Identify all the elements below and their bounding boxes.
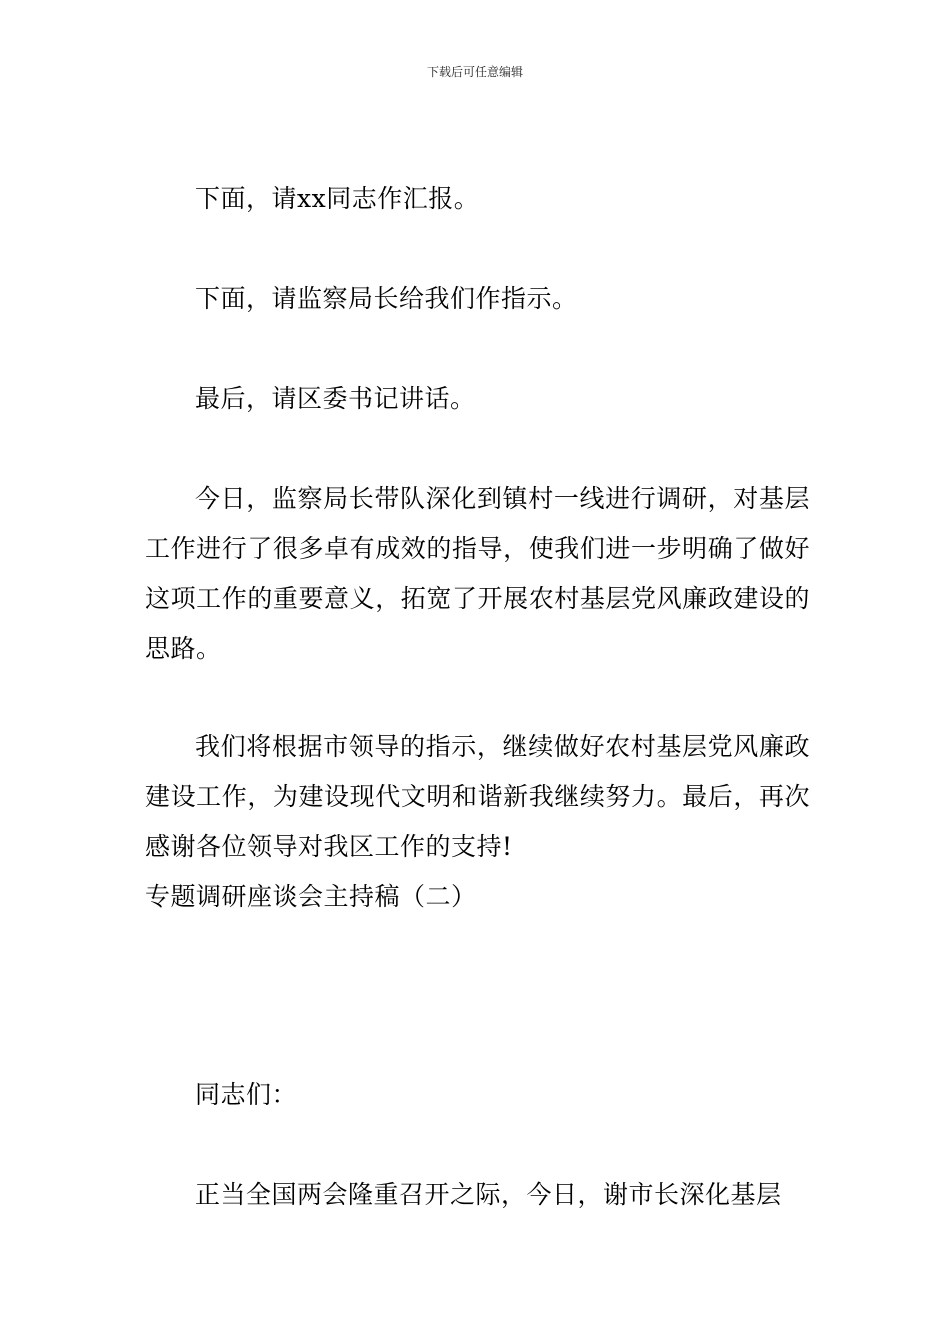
paragraph-salutation: 同志们： xyxy=(195,1080,298,1109)
paragraph-1: 下面，请xx同志作汇报。 xyxy=(195,184,480,213)
paragraph-3: 最后，请区委书记讲话。 xyxy=(195,384,476,413)
section-title: 专题调研座谈会主持稿（二） xyxy=(145,882,477,911)
paragraph-5: 我们将根据市领导的指示，继续做好农村基层党风廉政建设工作，为建设现代文明和谐新我继续努力。最后，再次感谢各位领导对我区工作的支持! xyxy=(145,732,810,861)
paragraph-2: 下面，请监察局长给我们作指示。 xyxy=(195,284,578,313)
paragraph-4: 今日，监察局长带队深化到镇村一线进行调研，对基层工作进行了很多卓有成效的指导，使我们进一步明确了做好这项工作的重要意义，拓宽了开展农村基层党风廉政建设的思路。 xyxy=(145,484,810,663)
page-header: 下载后可任意编辑 xyxy=(426,65,523,79)
paragraph-6: 正当全国两会隆重召开之际，今日，谢市长深化基层 xyxy=(195,1180,782,1209)
